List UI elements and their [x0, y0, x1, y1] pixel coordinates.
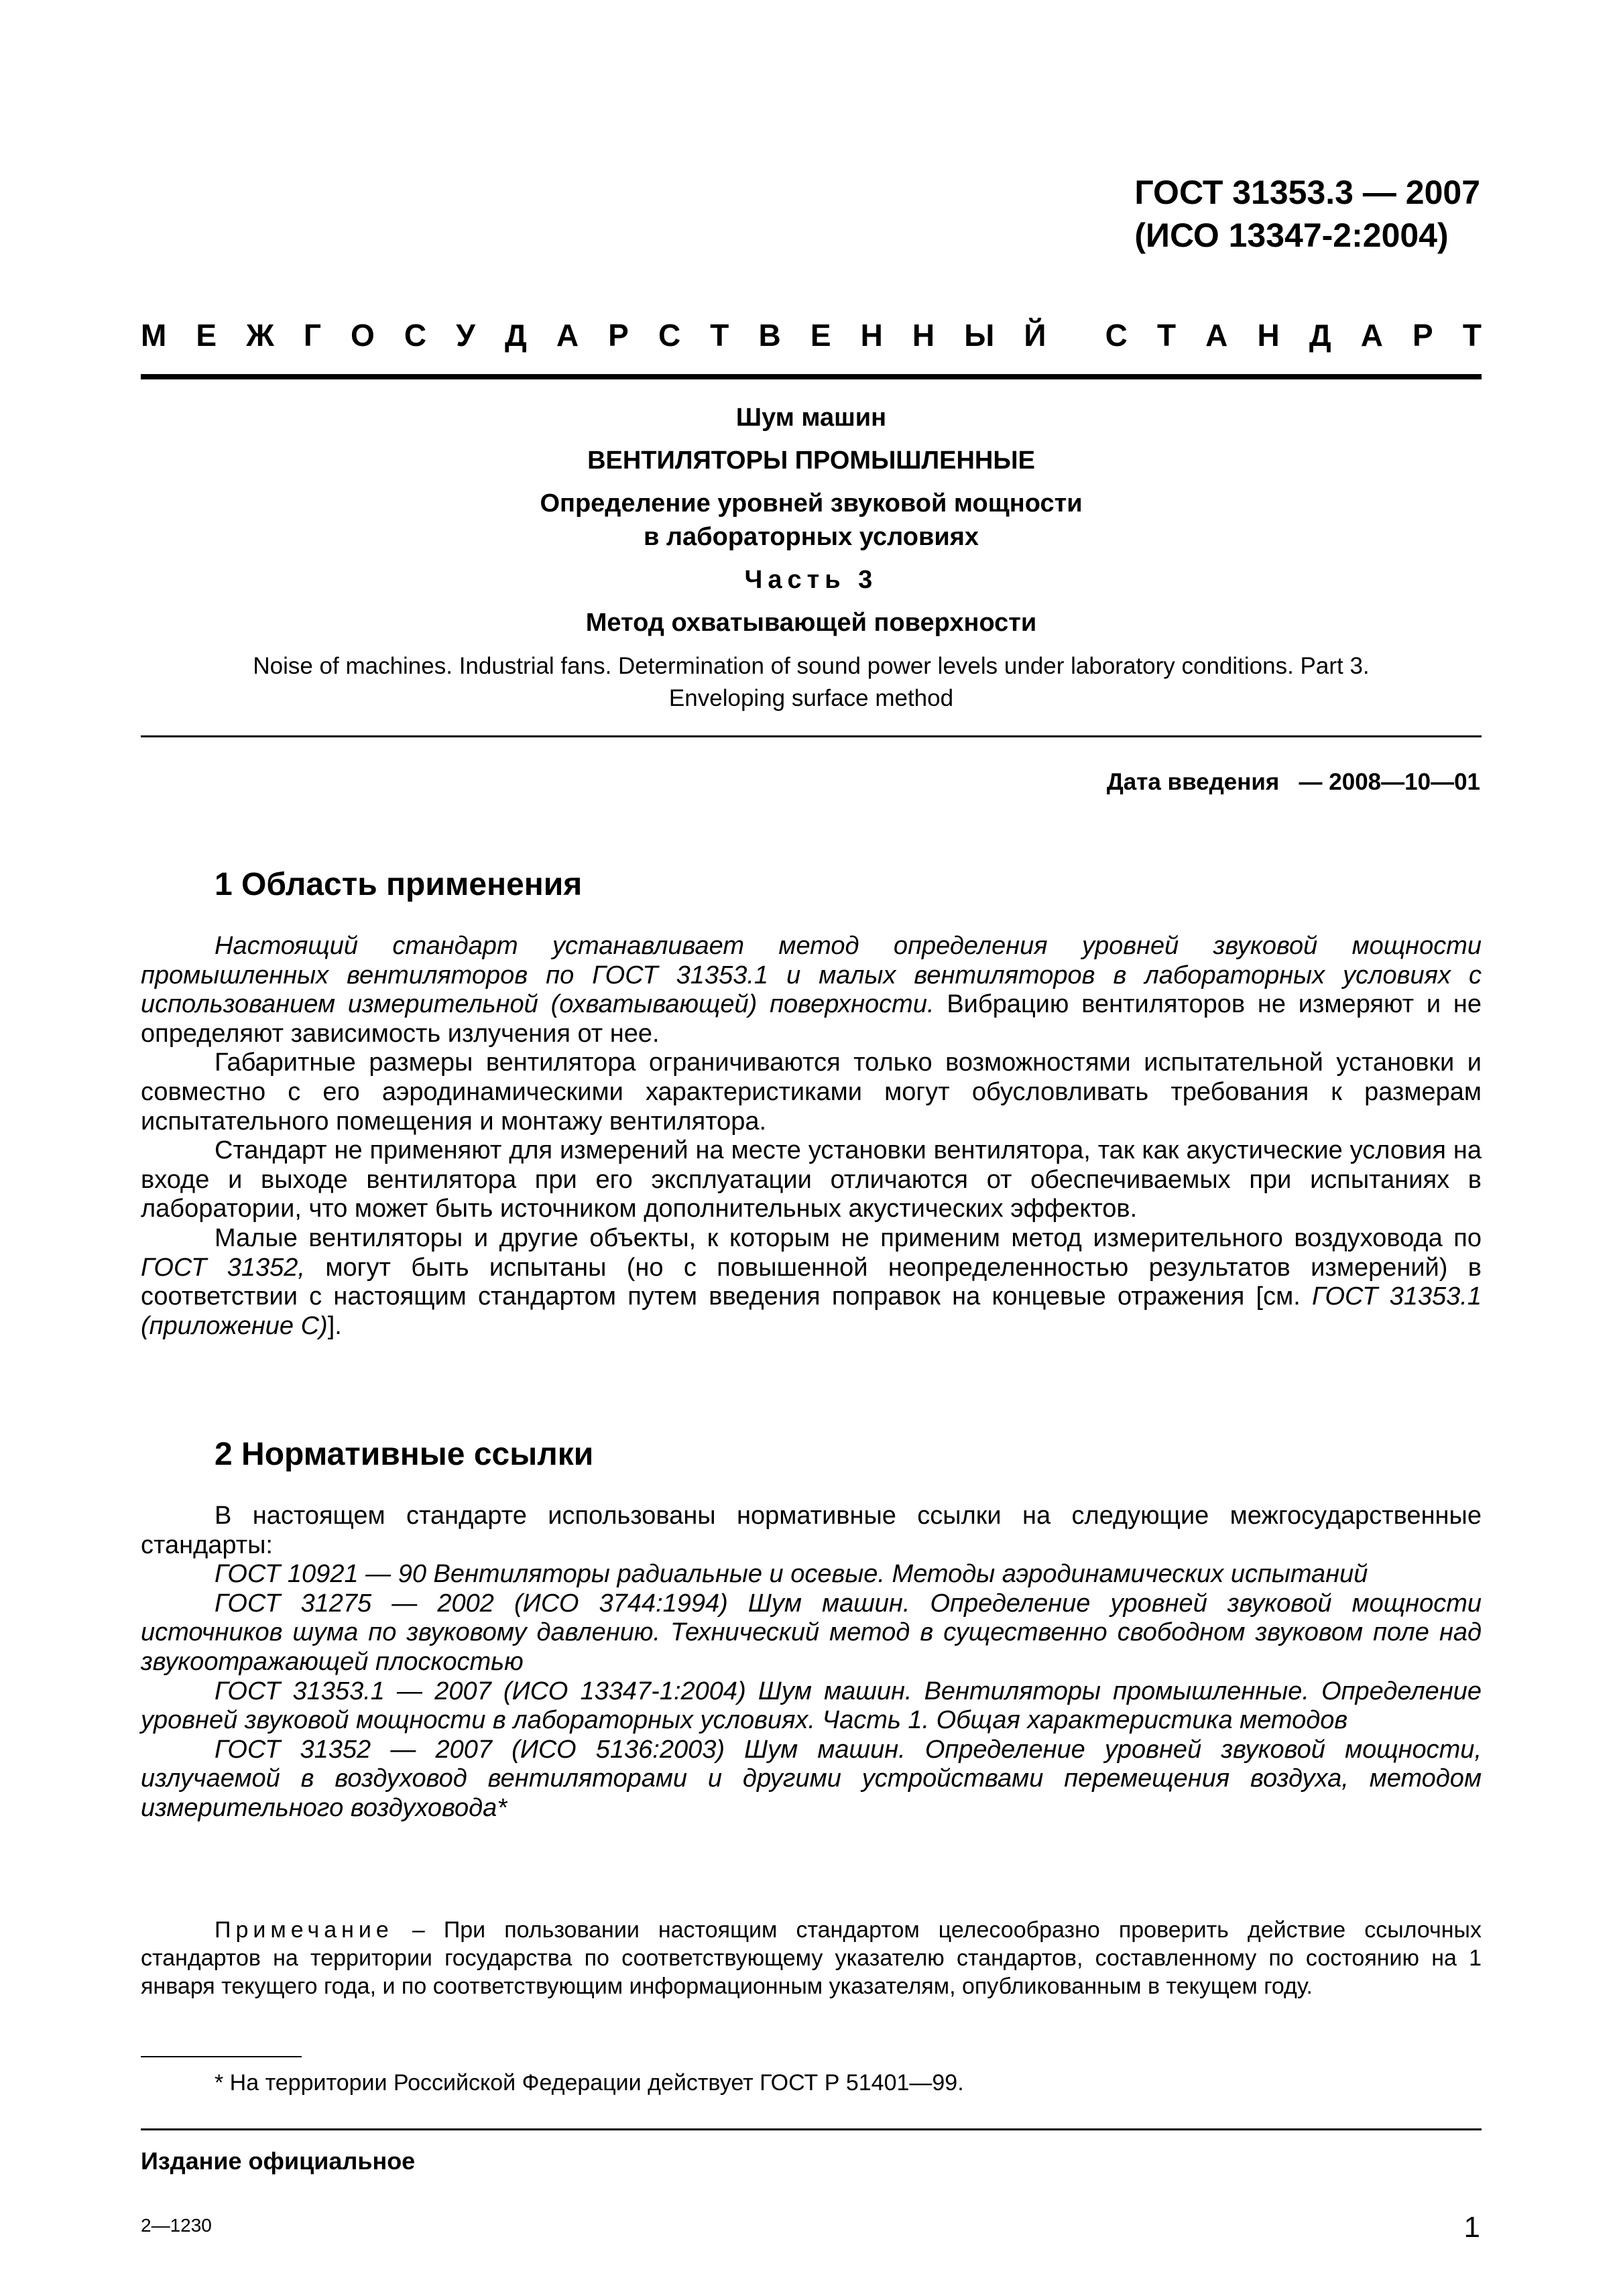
section1-p4-a: Малые вентиляторы и другие объекты, к которым не применим метод измерительного воздуховода по: [215, 1223, 1482, 1252]
print-code: 2—1230: [141, 2215, 212, 2236]
heading-letter: Д: [504, 318, 527, 353]
heading-letter: Т: [1156, 318, 1177, 353]
note-paragraph: [141, 1916, 1482, 2000]
section1-paragraph: Стандарт не применяют для измерений на месте установки вентилятора, так как акустические условия на входе и выходе вентилятора при его эксплуатации отличаются от обеспечиваемых при испытаниях в лаборатории, что может быть источником дополнительных акустических эффектов.: [141, 1136, 1482, 1223]
section1-p4-b: могут быть испытаны (но с повышенной неопределенностью результатов измерений) в соответствии с настоящим стандартом путем введения поправок на концевые отражения [см.: [141, 1253, 1482, 1311]
title-en-line2: Enveloping surface method: [668, 685, 954, 711]
heading-letter: Р: [608, 318, 629, 353]
date-label: Дата введения: [1106, 769, 1280, 795]
heading-letter: Ы: [964, 318, 995, 353]
standard-code-line1: ГОСТ 31353.3 — 2007: [1134, 174, 1480, 211]
heading-letter: Е: [810, 318, 831, 353]
section2-heading: 2 Нормативные ссылки: [215, 1437, 594, 1472]
heading-letter: В: [758, 318, 781, 353]
heading-letter: Н: [860, 318, 883, 353]
title-line3: Определение уровней звуковой мощности: [540, 489, 1083, 518]
title-line1: Шум машин: [735, 404, 887, 432]
section1-paragraph: [141, 1224, 1482, 1341]
standard-code: [1134, 171, 1480, 257]
heading-letter: Н: [912, 318, 935, 353]
heading-letter: Р: [1412, 318, 1433, 353]
heading-letter: А: [1205, 318, 1228, 353]
title-line6: Метод охватывающей поверхности: [585, 609, 1037, 637]
section1-paragraph: [141, 932, 1482, 1048]
note-block: [141, 1916, 1482, 2000]
heading-letter: А: [556, 318, 579, 353]
title-line2: ВЕНТИЛЯТОРЫ ПРОМЫШЛЕННЫЕ: [587, 446, 1035, 475]
section1-heading: 1 Область применения: [215, 867, 583, 902]
normative-reference: ГОСТ 31275 — 2002 (ИСО 3744:1994) Шум машин. Определение уровней звуковой мощности источников шума по звуковому давлению. Технический метод в существенно свободном звуковом поле над звукоотражающей плоскостью: [141, 1589, 1482, 1676]
heading-letter: Н: [1257, 318, 1280, 353]
section1-p4-c: ].: [327, 1311, 342, 1340]
official-edition: Издание официальное: [141, 2147, 416, 2175]
heading-letter: С: [1105, 318, 1128, 353]
standard-code-line2: (ИСО 13347-2:2004): [1134, 217, 1449, 254]
section1-paragraph: Габаритные размеры вентилятора ограничиваются только возможностями испытательной установки и совместно с его аэродинамическими характеристиками могут обусловливать требования к размерам испытательного помещения и монтажу вентилятора.: [141, 1048, 1482, 1136]
section1-p1-italic: Настоящий стандарт устанавливает метод определения уровней звуковой мощности промышленных вентиляторов по ГОСТ 31353.1 и малых вентиляторов в лабораторных условиях с использованием измерительной (охватывающей) поверхности.: [141, 932, 1482, 1019]
heading-letter: А: [1360, 318, 1383, 353]
title-line4: в лабораторных условиях: [643, 523, 979, 551]
section1-p1-rest: Вибрацию вентиляторов не измеряют и не определяют зависимость излучения от нее.: [141, 990, 1482, 1048]
heading-letter: Ж: [246, 318, 274, 353]
heading-letter: Г: [303, 318, 321, 353]
introduction-date: [1107, 766, 1480, 798]
section1-p4-ref1: ГОСТ 31352,: [141, 1253, 305, 1282]
section2-body: [141, 1502, 1482, 1823]
note-text: – При пользовании настоящим стандартом целесообразно проверить действие ссылочных стандартов на территории государства по соответствующему указателю стандартов, составленному по состоянию на 1 января текущего года, и по соответствующим информационным указателям, опубликованным в текущем году.: [141, 1917, 1482, 1999]
title-en-line1: Noise of machines. Industrial fans. Determination of sound power levels under laboratory conditions. Part 3.: [253, 653, 1370, 679]
title-rule: [141, 735, 1482, 737]
section1-p4-ref2: ГОСТ 31353.1 (приложение С): [141, 1282, 1482, 1340]
heading-letter: М: [141, 318, 167, 353]
heading-letter: Д: [1309, 318, 1331, 353]
heading-letter: С: [658, 318, 681, 353]
footnote: * На территории Российской Федерации действует ГОСТ Р 51401—99.: [215, 2070, 964, 2096]
section1-body: [141, 932, 1482, 1341]
note-label: Примечание: [215, 1917, 394, 1943]
heading-letter: С: [404, 318, 427, 353]
heading-letter: О: [351, 318, 375, 353]
header-rule: [141, 374, 1482, 379]
footer-rule: [141, 2128, 1482, 2130]
page-number: 1: [1463, 2211, 1480, 2244]
title-block: [141, 401, 1482, 715]
title-line5: Часть 3: [744, 566, 878, 594]
heading-letter: У: [456, 318, 475, 353]
standard-type-heading: [141, 315, 1482, 355]
normative-reference: ГОСТ 31352 — 2007 (ИСО 5136:2003) Шум машин. Определение уровней звуковой мощности, излучаемой в воздуховод вентиляторами и другими устройствами перемещения воздуха, методом измерительного воздуховода*: [141, 1735, 1482, 1822]
heading-letter: Т: [1462, 318, 1482, 353]
date-value: — 2008—10—01: [1299, 769, 1480, 795]
normative-reference: ГОСТ 31353.1 — 2007 (ИСО 13347-1:2004) Шум машин. Вентиляторы промышленные. Определение уровней звуковой мощности в лабораторных условиях. Часть 1. Общая характеристика методов: [141, 1677, 1482, 1735]
footnote-rule: [141, 2056, 302, 2057]
normative-reference: ГОСТ 10921 — 90 Вентиляторы радиальные и осевые. Методы аэродинамических испытаний: [215, 1560, 1368, 1589]
heading-letter: Е: [196, 318, 217, 353]
heading-letter: Т: [710, 318, 729, 353]
heading-letter: Й: [1024, 318, 1046, 353]
section2-intro: В настоящем стандарте использованы нормативные ссылки на следующие межгосударственные стандарты:: [141, 1502, 1482, 1559]
